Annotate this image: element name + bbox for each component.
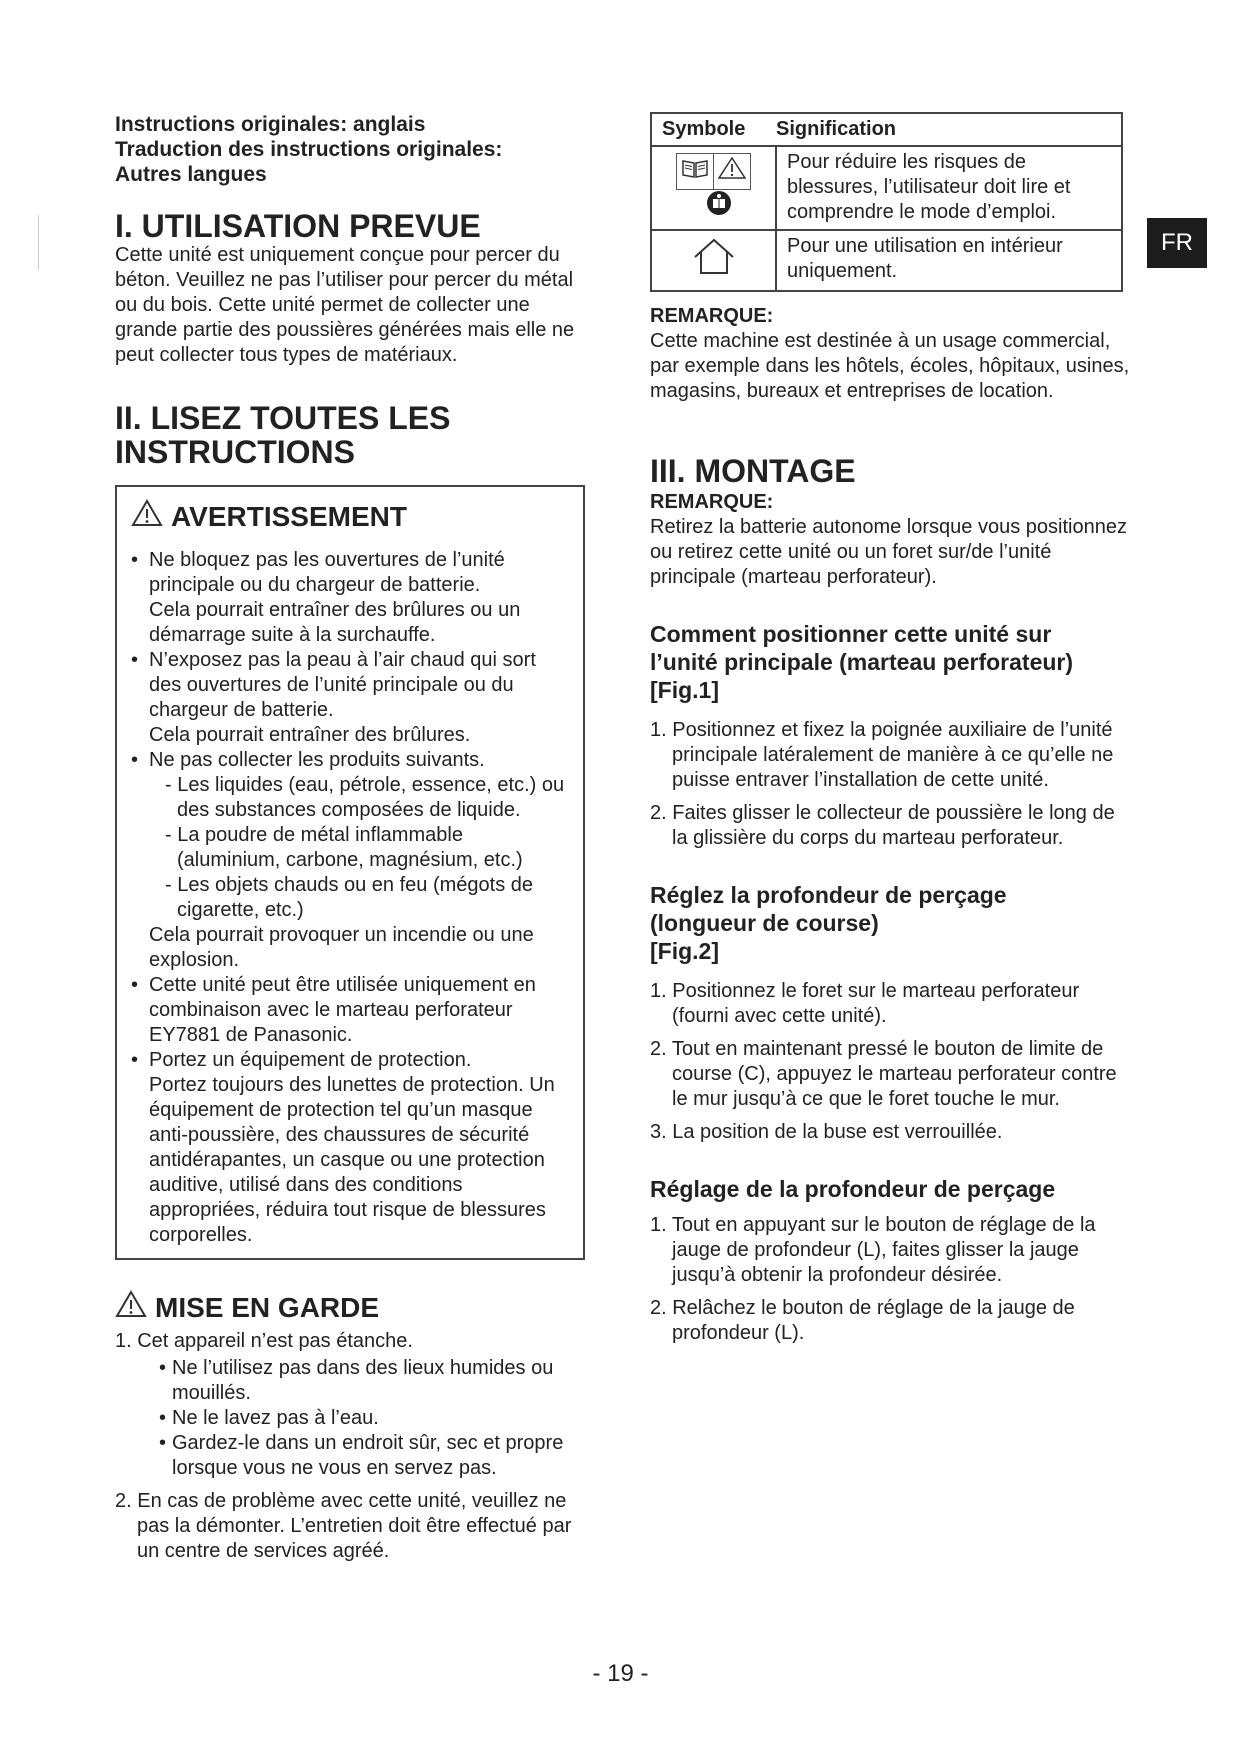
list-item: 1. Tout en appuyant sur le bouton de réglage de la jauge de profondeur (L), faites glisser la jauge jusqu’à obtenir la profondeur désirée. <box>650 1214 1096 1286</box>
section-2-title-line-1: II. LISEZ TOUTES LES <box>115 400 451 436</box>
symbol-header: Symbole <box>651 113 776 146</box>
subsection-a-title-line-3: [Fig.1] <box>650 677 719 703</box>
language-tab: FR <box>1147 218 1207 268</box>
section-3-title: III. MONTAGE <box>650 453 856 489</box>
warning-list <box>131 548 571 1248</box>
sub-item: - Les liquides (eau, pétrole, essence, etc.) ou des substances composées de liquide. <box>165 774 565 821</box>
list-item: 1. Positionnez et fixez la poignée auxiliaire de l’unité principale latéralement de manière à ce qu’elle ne puisse entraver l’installation de cette unité. <box>650 719 1114 791</box>
warning-item-5: • Portez un équipement de protection. <box>149 1049 472 1071</box>
manual-icon-group <box>676 153 751 190</box>
subsection-c-title: Réglage de la profondeur de perçage <box>650 1176 1056 1202</box>
page-number: - 19 - <box>592 1660 649 1687</box>
warning-item-1: • Ne bloquez pas les ouvertures de l’unité principale ou du chargeur de batterie. <box>149 549 505 596</box>
symbol-cell <box>651 146 776 230</box>
section-1-title: I. UTILISATION PREVUE <box>115 208 481 244</box>
meaning-cell: Pour une utilisation en intérieur uniquement. <box>776 230 1122 291</box>
list-item: 1. Positionnez le foret sur le marteau perforateur (fourni avec cette unité). <box>650 980 1080 1027</box>
meaning-cell: Pour réduire les risques de blessures, l’utilisateur doit lire et comprendre le mode d’emploi. <box>776 146 1122 230</box>
warning-item-3: • Ne pas collecter les produits suivants. <box>149 749 485 771</box>
list-item <box>131 648 571 748</box>
meta-line-3: Autres langues <box>115 163 267 186</box>
subsection-a-title-line-2: l’unité principale (marteau perforateur) <box>650 649 1074 675</box>
list-item: 2. Faites glisser le collecteur de poussière le long de la glissière du corps du marteau perforateur. <box>650 802 1115 849</box>
remark-body: Cette machine est destinée à un usage commercial, par exemple dans les hôtels, écoles, hôpitaux, usines, magasins, bureaux et entreprises de location. <box>650 330 1130 402</box>
subsection-b-steps <box>650 979 1130 1145</box>
sub-item: - Les objets chauds ou en feu (mégots de cigarette, etc.) <box>165 874 534 921</box>
meaning-header: Signification <box>776 113 1122 146</box>
section-1-body: Cette unité est uniquement conçue pour percer du béton. Veuillez ne pas l’utiliser pour percer du métal ou du bois. Cette unité permet de collecter une grande partie des poussières générées mais elle ne peut collecter tous types de matériaux. <box>115 244 575 366</box>
right-column <box>650 112 1130 1354</box>
warning-box <box>115 485 585 1260</box>
list-item <box>115 1329 585 1481</box>
bullet-item: • Ne le lavez pas à l’eau. <box>137 1406 585 1431</box>
bullet-item: • Ne l’utilisez pas dans des lieux humides ou mouillés. <box>137 1356 585 1406</box>
list-item: 2. Tout en maintenant pressé le bouton de limite de course (C), appuyez le marteau perforateur contre le mur jusqu’à ce que le foret touche le mur. <box>650 1038 1117 1110</box>
warning-triangle-icon <box>131 499 163 534</box>
warning-item-4: • Cette unité peut être utilisée uniquement en combinaison avec le marteau perforateur EY7881 de Panasonic. <box>149 974 536 1046</box>
list-item: 3. La position de la buse est verrouillée. <box>650 1121 1003 1143</box>
left-column <box>115 112 585 1572</box>
warning-item-2-note: Cela pourrait entraîner des brûlures. <box>149 724 471 746</box>
section-2-title-line-2: INSTRUCTIONS <box>115 434 355 470</box>
caution-item-1-bullets <box>137 1356 585 1481</box>
warning-triangle-icon <box>714 154 750 189</box>
table-row <box>651 146 1122 230</box>
warning-item-5-note: Portez toujours des lunettes de protection. Un équipement de protection tel qu’un masque anti-poussière, des chaussures de sécurité antidérapantes, un casque ou une protection auditive, utilisé dans des conditions appropriées, réduira tout risque de blessures corporelles. <box>149 1074 555 1246</box>
section-3-remark-body: Retirez la batterie autonome lorsque vous positionnez ou retirez cette unité ou un foret sur/de l’unité principale (marteau perforateur). <box>650 516 1127 588</box>
list-item <box>131 973 571 1048</box>
edge-mark <box>38 215 39 270</box>
book-icon <box>677 154 714 189</box>
caution-triangle-icon <box>115 1290 147 1325</box>
subsection-a-title-line-1: Comment positionner cette unité sur <box>650 621 1052 647</box>
caution-heading <box>115 1290 585 1325</box>
caution-title: MISE EN GARDE <box>155 1291 380 1323</box>
table-header-row <box>651 113 1122 146</box>
section-2-title <box>115 401 585 469</box>
indoor-house-icon <box>691 260 737 282</box>
subsection-a-title <box>650 620 1130 704</box>
warning-item-3-sublist <box>149 773 571 923</box>
caution-item-1: 1. Cet appareil n’est pas étanche. <box>115 1330 413 1352</box>
symbol-table <box>650 112 1123 292</box>
warning-heading <box>131 499 571 534</box>
list-item <box>131 548 571 648</box>
remark-label: REMARQUE: <box>650 305 774 327</box>
warning-item-2: • N’exposez pas la peau à l’air chaud qui sort des ouvertures de l’unité principale ou du chargeur de batterie. <box>149 649 536 721</box>
warning-item-3-note: Cela pourrait provoquer un incendie ou une explosion. <box>149 924 534 971</box>
instructions-meta <box>115 112 585 187</box>
list-item: 2. Relâchez le bouton de réglage de la jauge de profondeur (L). <box>650 1297 1075 1344</box>
subsection-b-title-line-2: (longueur de course) <box>650 910 879 936</box>
caution-list <box>115 1329 585 1564</box>
remark-1 <box>650 304 1130 404</box>
subsection-a-steps <box>650 718 1130 851</box>
list-item: 2. En cas de problème avec cette unité, veuillez ne pas la démonter. L’entretien doit être effectué par un centre de services agréé. <box>115 1490 572 1562</box>
subsection-b-title <box>650 881 1130 965</box>
sub-item: - La poudre de métal inflammable (aluminium, carbone, magnésium, etc.) <box>165 824 523 871</box>
subsection-c-steps <box>650 1213 1130 1346</box>
subsection-b-title-line-3: [Fig.2] <box>650 938 719 964</box>
list-item <box>131 1048 571 1248</box>
section-3-remark-label: REMARQUE: <box>650 491 774 513</box>
bullet-item: • Gardez-le dans un endroit sûr, sec et propre lorsque vous ne vous en servez pas. <box>137 1431 585 1481</box>
symbol-cell <box>651 230 776 291</box>
read-manual-icon <box>706 190 732 223</box>
meta-line-2: Traduction des instructions originales: <box>115 138 503 161</box>
subsection-b-title-line-1: Réglez la profondeur de perçage <box>650 882 1007 908</box>
table-row <box>651 230 1122 291</box>
warning-item-1-note: Cela pourrait entraîner des brûlures ou un démarrage suite à la surchauffe. <box>149 599 521 646</box>
list-item <box>131 748 571 973</box>
warning-title: AVERTISSEMENT <box>171 500 407 532</box>
meta-line-1: Instructions originales: anglais <box>115 113 426 136</box>
